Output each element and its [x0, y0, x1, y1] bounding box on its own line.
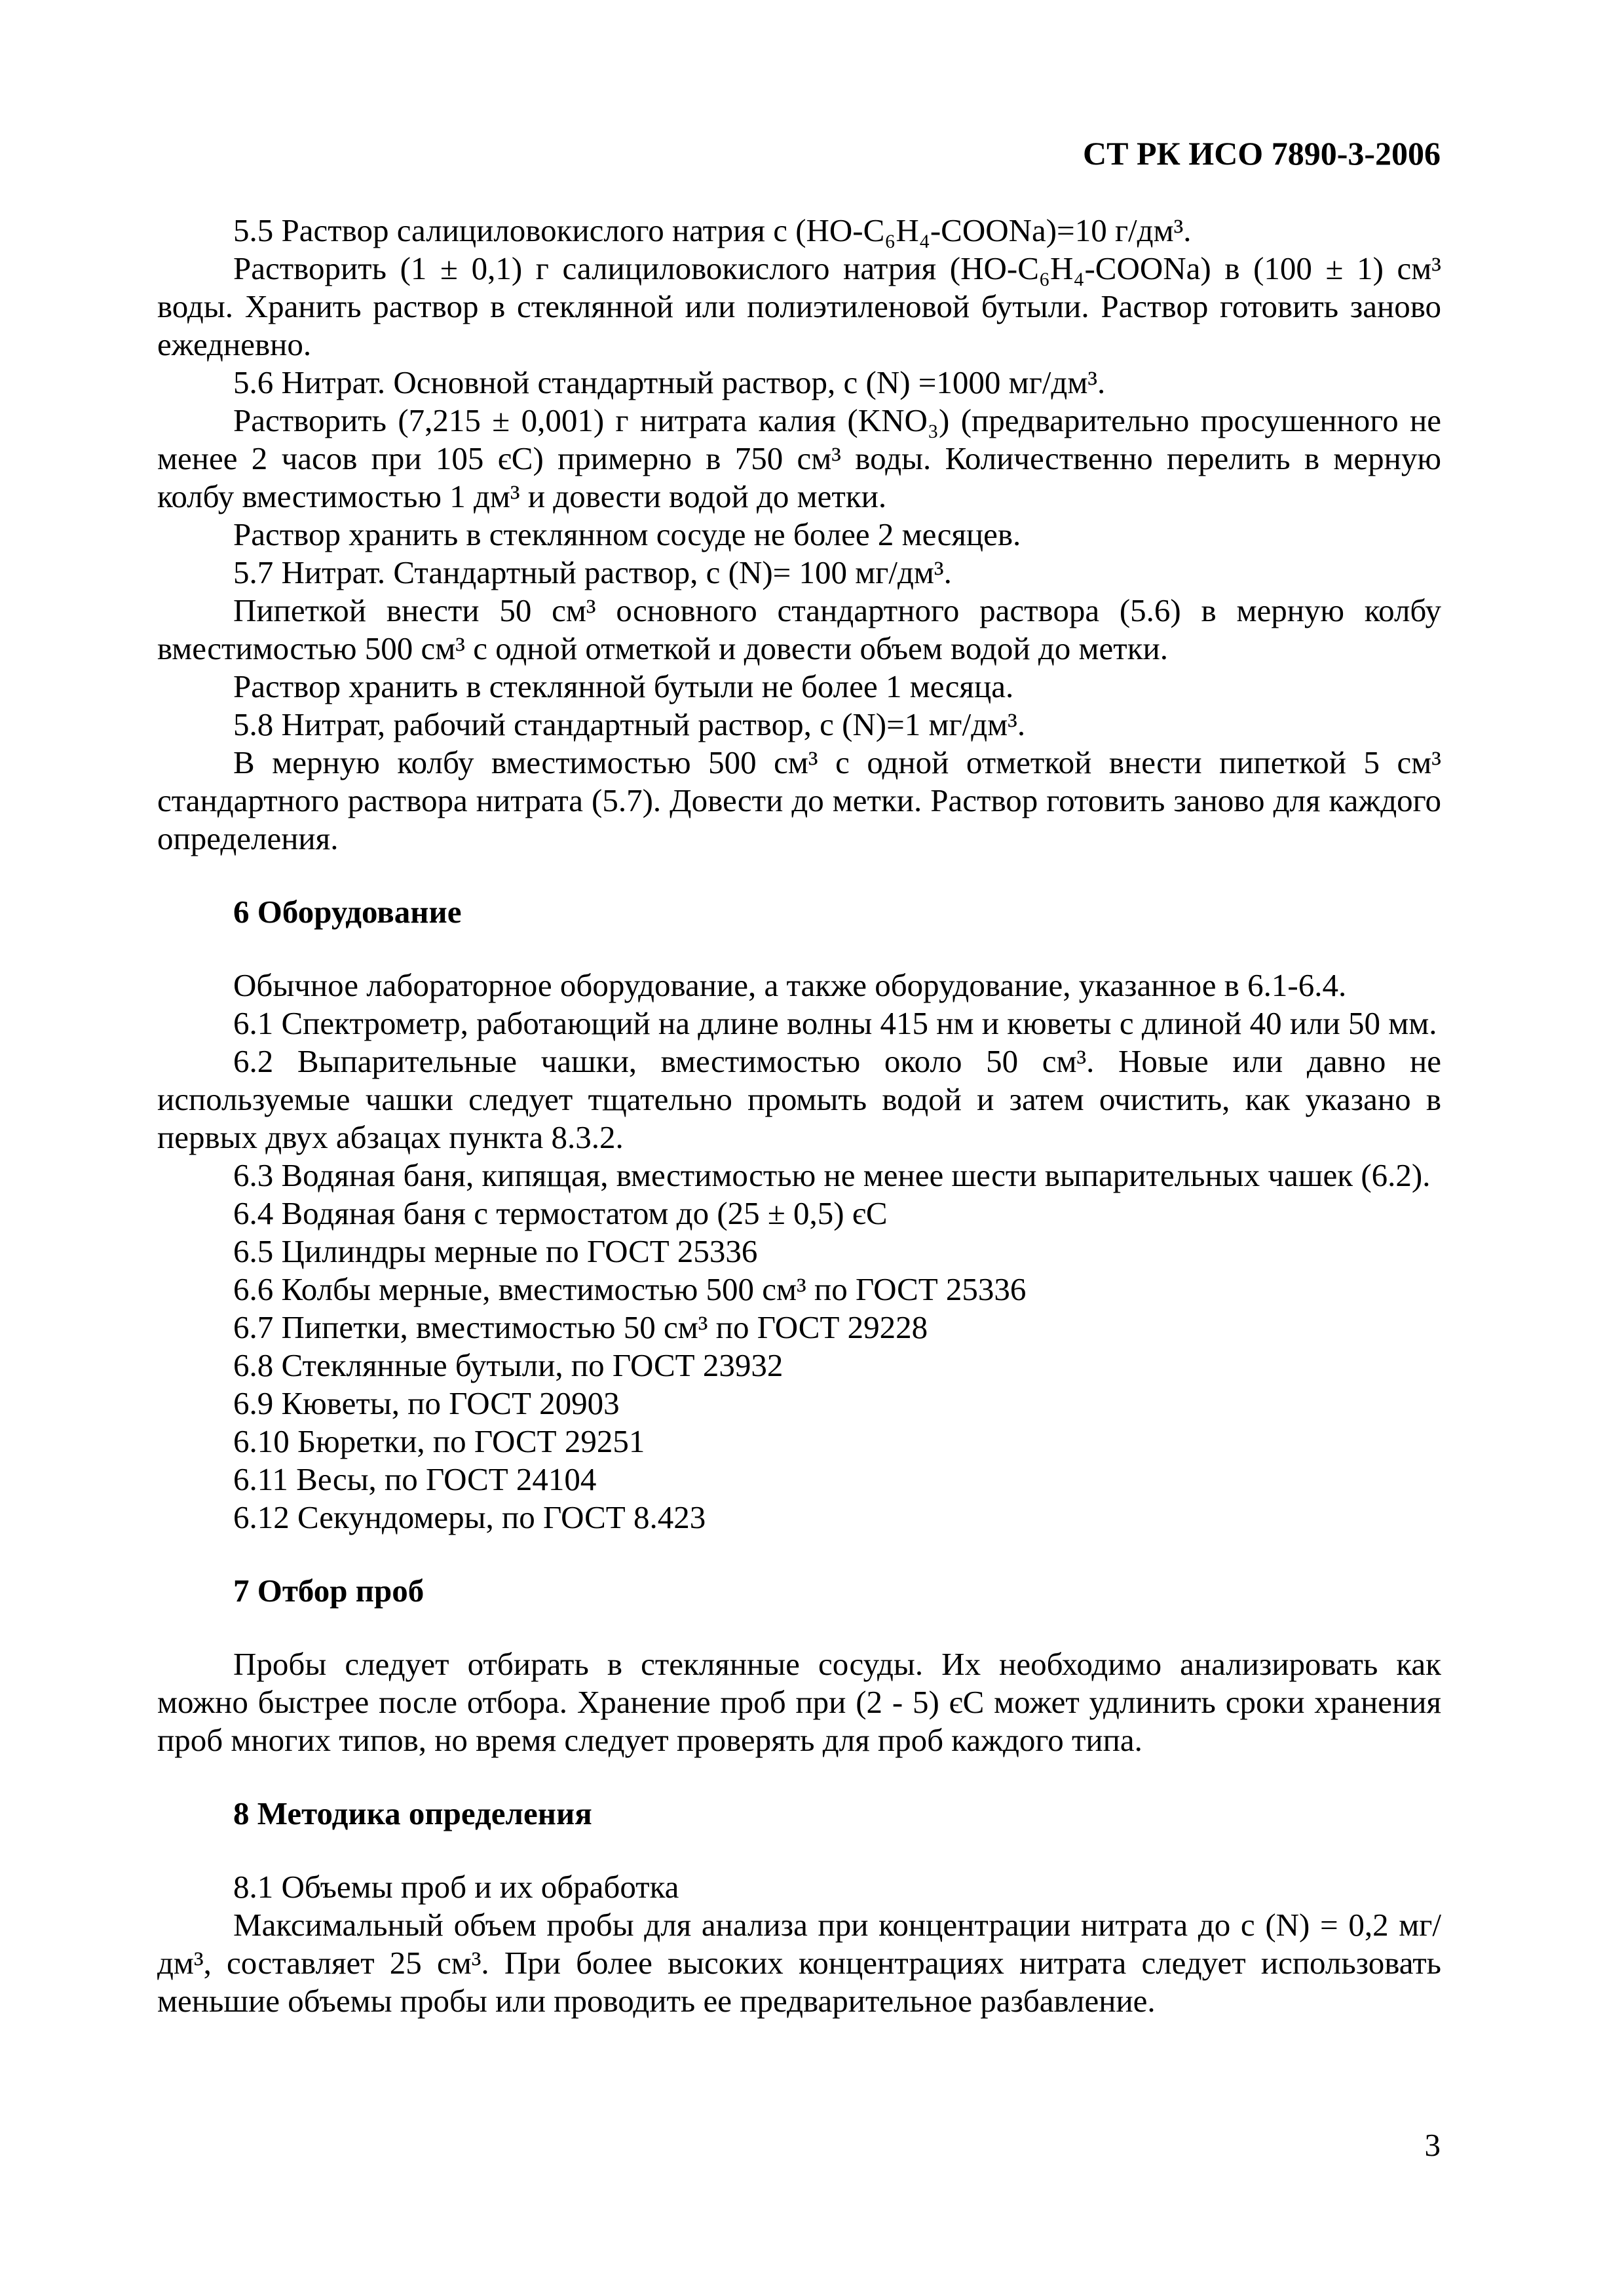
paragraph-5-8-text: В мерную колбу вместимостью 500 см³ с одной отметкой внести пипеткой 5 см³ стандартного раствора нитрата (5.7). Довести до метки. Раствор готовить заново для каждого определения. [157, 744, 1441, 856]
equipment-6-12: 6.12 Секундомеры, по ГОСТ 8.423 [233, 1499, 706, 1535]
equipment-6-5: 6.5 Цилиндры мерные по ГОСТ 25336 [233, 1233, 758, 1269]
document-code-header: СТ РК ИСО 7890-3-2006 [1083, 135, 1441, 172]
paragraph-5-6-text: Растворить (7,215 ± 0,001) г нитрата калия (KNO₃) (предварительно просушенного не менее 2 часов при 105 єС) примерно в 750 см³ воды. Количественно перелить в мерную колбу вместимостью 1 дм³ и довести водой до метки. [157, 402, 1441, 514]
equipment-6-7: 6.7 Пипетки, вместимостью 50 см³ по ГОСТ 29228 [233, 1309, 928, 1345]
paragraph-5-7: 5.7 Нитрат. Стандартный раствор, с (N)= 100 мг/дм³. [233, 554, 952, 590]
section-8-1-text: Максимальный объем пробы для анализа при концентрации нитрата до с (N) = 0,2 мг/дм³, составляет 25 см³. При более высоких концентрациях нитрата следует использовать меньшие объемы пробы или проводить ее предварительное разбавление. [157, 1907, 1441, 2019]
equipment-6-11: 6.11 Весы, по ГОСТ 24104 [233, 1461, 597, 1497]
section-8-1-subtitle: 8.1 Объемы проб и их обработка [233, 1869, 679, 1905]
section-8-heading: 8 Методика определения [233, 1795, 592, 1831]
section-7-text: Пробы следует отбирать в стеклянные сосуды. Их необходимо анализировать как можно быстрее после отбора. Хранение проб при (2 - 5) єС может удлинить сроки хранения проб многих типов, но время следует проверять для проб каждого типа. [157, 1646, 1441, 1758]
paragraph-5-6-storage: Раствор хранить в стеклянном сосуде не более 2 месяцев. [233, 516, 1021, 552]
equipment-6-1: 6.1 Спектрометр, работающий на длине волны 415 нм и кюветы с длиной 40 или 50 мм. [233, 1005, 1437, 1041]
equipment-6-3: 6.3 Водяная баня, кипящая, вместимостью не менее шести выпарительных чашек (6.2). [233, 1157, 1431, 1193]
document-body [157, 212, 1441, 2020]
paragraph-5-7-storage: Раствор хранить в стеклянной бутыли не более 1 месяца. [233, 668, 1014, 704]
equipment-6-9: 6.9 Кюветы, по ГОСТ 20903 [233, 1385, 620, 1421]
paragraph-5-8: 5.8 Нитрат, рабочий стандартный раствор, с (N)=1 мг/дм³. [233, 706, 1026, 742]
paragraph-5-6: 5.6 Нитрат. Основной стандартный раствор, с (N) =1000 мг/дм³. [233, 364, 1106, 400]
equipment-6-10: 6.10 Бюретки, по ГОСТ 29251 [233, 1423, 645, 1459]
equipment-6-2: 6.2 Выпарительные чашки, вместимостью около 50 см³. Новые или давно не используемые чашки следует тщательно промыть водой и затем очистить, как указано в первых двух абзацах пункта 8.3.2. [157, 1043, 1441, 1155]
section-7-heading: 7 Отбор проб [233, 1573, 425, 1609]
section-6-heading: 6 Оборудование [233, 894, 462, 930]
paragraph-5-5-text: Растворить (1 ± 0,1) г салициловокислого натрия (НО-C₆H₄-СООNa) в (100 ± 1) см³ воды. Хранить раствор в стеклянной или полиэтиленовой бутыли. Раствор готовить заново ежедневно. [157, 250, 1441, 362]
equipment-intro: Обычное лабораторное оборудование, а также оборудование, указанное в 6.1-6.4. [233, 967, 1347, 1003]
paragraph-5-7-text: Пипеткой внести 50 см³ основного стандартного раствора (5.6) в мерную колбу вместимостью 500 см³ с одной отметкой и довести объем водой до метки. [157, 592, 1441, 666]
equipment-6-4: 6.4 Водяная баня с термостатом до (25 ± 0,5) єС [233, 1195, 888, 1231]
equipment-6-6: 6.6 Колбы мерные, вместимостью 500 см³ по ГОСТ 25336 [233, 1271, 1027, 1307]
equipment-6-8: 6.8 Стеклянные бутыли, по ГОСТ 23932 [233, 1347, 784, 1383]
paragraph-5-5: 5.5 Раствор салициловокислого натрия с (НО-C₆H₄-СООNa)=10 г/дм³. [233, 212, 1192, 248]
page-number: 3 [1424, 2127, 1441, 2163]
